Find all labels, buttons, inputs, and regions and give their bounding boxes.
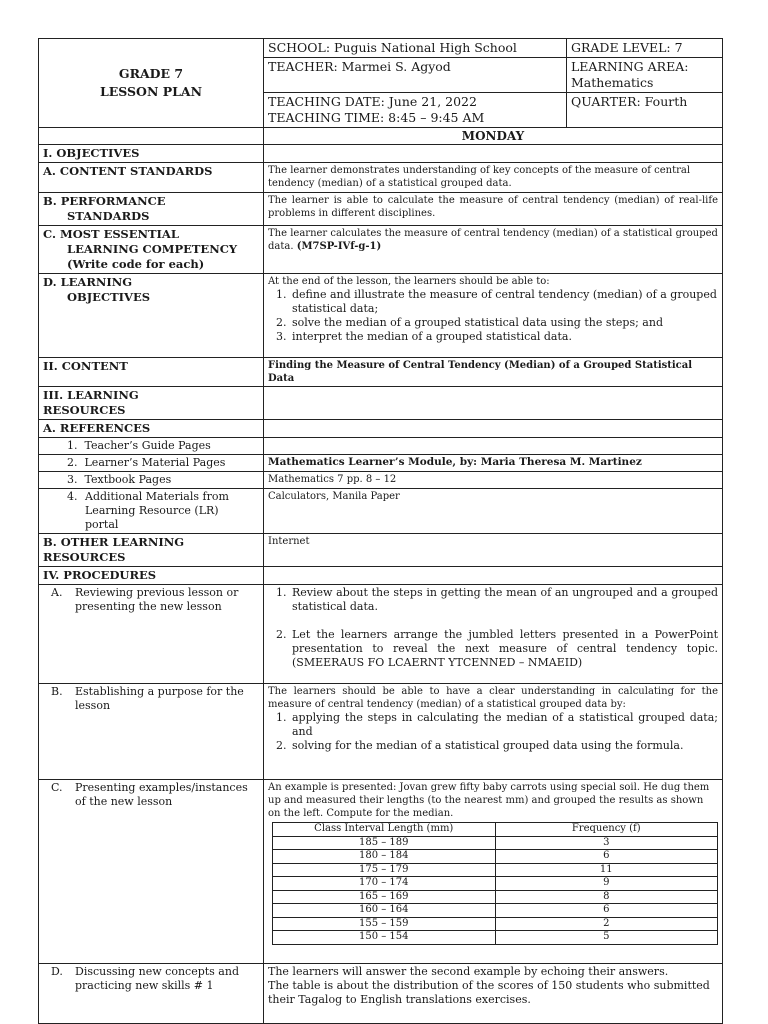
other-resources-value: Internet bbox=[264, 534, 723, 567]
content-standards-text: The learner demonstrates understanding of key concepts of the measure of central tendency (median) of a statistical grouped data. bbox=[264, 163, 723, 193]
procedure-c-label bbox=[39, 780, 264, 964]
table-cell-frequency: 11 bbox=[495, 863, 718, 877]
resource-item-value: Calculators, Manila Paper bbox=[264, 489, 723, 534]
table-row bbox=[273, 863, 718, 877]
procedure-b-wrap bbox=[43, 685, 259, 713]
lesson-plan-title bbox=[39, 39, 264, 128]
procedure-letter: B. bbox=[51, 685, 63, 698]
resources-label-1: III. LEARNING bbox=[43, 388, 139, 402]
resources-label-2: RESOURCES bbox=[43, 403, 126, 417]
resource-item-label bbox=[39, 489, 264, 534]
table-cell-interval: 170 – 174 bbox=[273, 877, 496, 891]
table-header-frequency: Frequency (f) bbox=[495, 823, 718, 837]
procedure-c-text: Presenting examples/instances of the new lesson bbox=[75, 781, 248, 808]
procedure-c-wrap bbox=[43, 781, 259, 809]
table-cell-interval: 155 – 159 bbox=[273, 917, 496, 931]
teaching-time: TEACHING TIME: 8:45 – 9:45 AM bbox=[268, 110, 485, 125]
resource-item-text: Learner’s Material Pages bbox=[84, 456, 226, 469]
resource-item-num: 2. bbox=[67, 456, 78, 469]
references-blank bbox=[264, 420, 723, 438]
learning-objectives-label bbox=[39, 274, 264, 358]
table-row bbox=[273, 931, 718, 945]
resource-item-text: Teacher’s Guide Pages bbox=[84, 439, 211, 452]
resource-item-value: Mathematics Learner’s Module, by: Maria Theresa M. Martinez bbox=[264, 455, 723, 472]
other-label-2: RESOURCES bbox=[43, 550, 126, 564]
competency-label bbox=[39, 226, 264, 274]
table-cell-frequency: 6 bbox=[495, 904, 718, 918]
table-cell-interval: 165 – 169 bbox=[273, 890, 496, 904]
table-row bbox=[273, 904, 718, 918]
objectives-heading: I. OBJECTIVES bbox=[39, 145, 264, 163]
procedure-a-item: 1. Review about the steps in getting the mean of an ungrouped and a grouped statistical data. bbox=[290, 586, 718, 614]
content-text: Finding the Measure of Central Tendency (Median) of a Grouped Statistical Data bbox=[264, 358, 723, 387]
title-lesson-plan: LESSON PLAN bbox=[99, 84, 203, 99]
procedure-a-item: 2. Let the learners arrange the jumbled letters presented in a PowerPoint presentation to reveal the next measure of central tendency topic. (SMEERAUS FO LCAERNT YTCENNED – NMAEID) bbox=[290, 628, 718, 670]
table-cell-frequency: 2 bbox=[495, 917, 718, 931]
procedure-d-text-1: The learners will answer the second example by echoing their answers. bbox=[268, 965, 669, 978]
lesson-plan-table bbox=[38, 38, 723, 1024]
table-cell-interval: 150 – 154 bbox=[273, 931, 496, 945]
performance-label-1: B. PERFORMANCE bbox=[43, 194, 166, 208]
learning-area-cell bbox=[567, 58, 723, 93]
title-grade: GRADE 7 bbox=[118, 66, 184, 81]
procedure-a-content bbox=[264, 585, 723, 684]
procedure-a-label bbox=[39, 585, 264, 684]
table-header-interval: Class Interval Length (mm) bbox=[273, 823, 496, 837]
procedure-b-item: 2. solving for the median of a statistical grouped data using the formula. bbox=[290, 739, 718, 753]
procedure-d-label bbox=[39, 964, 264, 1024]
table-row bbox=[273, 836, 718, 850]
learning-obj-item: 3. interpret the median of a grouped statistical data. bbox=[290, 330, 718, 344]
procedure-d-wrap bbox=[43, 965, 259, 993]
competency-label-2: LEARNING COMPETENCY bbox=[67, 242, 238, 256]
performance-label-2: STANDARDS bbox=[67, 209, 150, 223]
procedure-letter: A. bbox=[51, 586, 63, 599]
table-cell-interval: 160 – 164 bbox=[273, 904, 496, 918]
resource-item-num: 4. bbox=[67, 490, 78, 503]
competency-label-3: (Write code for each) bbox=[67, 257, 205, 271]
resource-item-num: 3. bbox=[67, 473, 78, 486]
procedures-label: IV. PROCEDURES bbox=[39, 567, 264, 585]
resource-item-num: 1. bbox=[67, 439, 78, 452]
learning-obj-label-1: D. LEARNING bbox=[43, 275, 133, 289]
procedure-b-text: Establishing a purpose for the lesson bbox=[75, 685, 244, 712]
table-cell-frequency: 5 bbox=[495, 931, 718, 945]
learning-obj-label-2: OBJECTIVES bbox=[67, 290, 151, 304]
learning-obj-item: 2. solve the median of a grouped statistical data using the steps; and bbox=[290, 316, 718, 330]
performance-standards-text: The learner is able to calculate the measure of central tendency (median) of real-life problems in different disciplines. bbox=[264, 193, 723, 226]
frequency-table bbox=[272, 822, 718, 945]
table-cell-frequency: 3 bbox=[495, 836, 718, 850]
teaching-date-time-cell bbox=[264, 93, 567, 128]
references-label: A. REFERENCES bbox=[39, 420, 264, 438]
day-cell: MONDAY bbox=[264, 128, 723, 145]
table-cell-interval: 180 – 184 bbox=[273, 850, 496, 864]
competency-text-cell bbox=[264, 226, 723, 274]
procedure-c-intro: An example is presented: Jovan grew fifty baby carrots using special soil. He dug them up and measured their lengths (to the nearest mm) and grouped the results as shown on the left. Compute for the median. bbox=[268, 782, 710, 819]
resource-item-text: Additional Materials from Learning Resource (LR) portal bbox=[85, 490, 229, 531]
procedure-b-label bbox=[39, 684, 264, 780]
procedure-a-list bbox=[268, 586, 718, 670]
learning-obj-list bbox=[268, 288, 718, 344]
procedure-d-content bbox=[264, 964, 723, 1024]
school-cell: SCHOOL: Puguis National High School bbox=[264, 39, 567, 58]
procedures-blank bbox=[264, 567, 723, 585]
table-cell-frequency: 8 bbox=[495, 890, 718, 904]
procedure-b-item: 1. applying the steps in calculating the median of a statistical grouped data; and bbox=[290, 711, 718, 739]
quarter-cell: QUARTER: Fourth bbox=[567, 93, 723, 128]
learning-area-label: LEARNING AREA: bbox=[571, 59, 689, 74]
learning-obj-intro: At the end of the lesson, the learners should be able to: bbox=[268, 276, 550, 287]
table-row bbox=[273, 917, 718, 931]
table-cell-frequency: 6 bbox=[495, 850, 718, 864]
teaching-date: TEACHING DATE: June 21, 2022 bbox=[268, 94, 477, 109]
frequency-table-header bbox=[273, 823, 718, 837]
resource-item-wrap bbox=[67, 490, 259, 532]
resource-item-value bbox=[264, 438, 723, 455]
day-blank-cell bbox=[39, 128, 264, 145]
objectives-blank bbox=[264, 145, 723, 163]
procedure-a-text: Reviewing previous lesson or presenting the new lesson bbox=[75, 586, 239, 613]
competency-text: The learner calculates the measure of central tendency (median) of a statistical grouped data. bbox=[268, 228, 718, 252]
table-cell-frequency: 9 bbox=[495, 877, 718, 891]
resource-item-value: Mathematics 7 pp. 8 – 12 bbox=[264, 472, 723, 489]
learning-obj-item: 1. define and illustrate the measure of central tendency (median) of a grouped statistical data; bbox=[290, 288, 718, 316]
procedure-a-wrap bbox=[43, 586, 259, 614]
learning-objectives-cell bbox=[264, 274, 723, 358]
learning-area-value: Mathematics bbox=[571, 75, 654, 90]
performance-standards-label bbox=[39, 193, 264, 226]
procedure-c-content bbox=[264, 780, 723, 964]
competency-code: (M7SP-IVf-g-1) bbox=[296, 241, 382, 252]
grade-level-cell: GRADE LEVEL: 7 bbox=[567, 39, 723, 58]
teacher-cell: TEACHER: Marmei S. Agyod bbox=[264, 58, 567, 93]
table-row bbox=[273, 890, 718, 904]
resources-blank bbox=[264, 387, 723, 420]
procedure-letter: C. bbox=[51, 781, 63, 794]
competency-label-1: C. MOST ESSENTIAL bbox=[43, 227, 179, 241]
resource-item-text: Textbook Pages bbox=[84, 473, 172, 486]
procedure-b-intro: The learners should be able to have a clear understanding in calculating for the measure of central tendency (median) of a statistical grouped data by: bbox=[268, 686, 718, 710]
resource-item-label bbox=[39, 472, 264, 489]
resource-item-label bbox=[39, 438, 264, 455]
procedure-b-list bbox=[268, 711, 718, 753]
content-label: II. CONTENT bbox=[39, 358, 264, 387]
table-row bbox=[273, 850, 718, 864]
resource-item-label bbox=[39, 455, 264, 472]
procedure-d-text: Discussing new concepts and practicing new skills # 1 bbox=[75, 965, 239, 992]
table-cell-interval: 175 – 179 bbox=[273, 863, 496, 877]
table-cell-interval: 185 – 189 bbox=[273, 836, 496, 850]
table-row bbox=[273, 877, 718, 891]
other-resources-label bbox=[39, 534, 264, 567]
procedure-letter: D. bbox=[51, 965, 63, 978]
other-label-1: B. OTHER LEARNING bbox=[43, 535, 185, 549]
procedure-b-content bbox=[264, 684, 723, 780]
content-standards-label: A. CONTENT STANDARDS bbox=[39, 163, 264, 193]
procedure-d-text-2: The table is about the distribution of the scores of 150 students who submitted their Tagalog to English translations exercises. bbox=[268, 979, 710, 1006]
resources-label bbox=[39, 387, 264, 420]
